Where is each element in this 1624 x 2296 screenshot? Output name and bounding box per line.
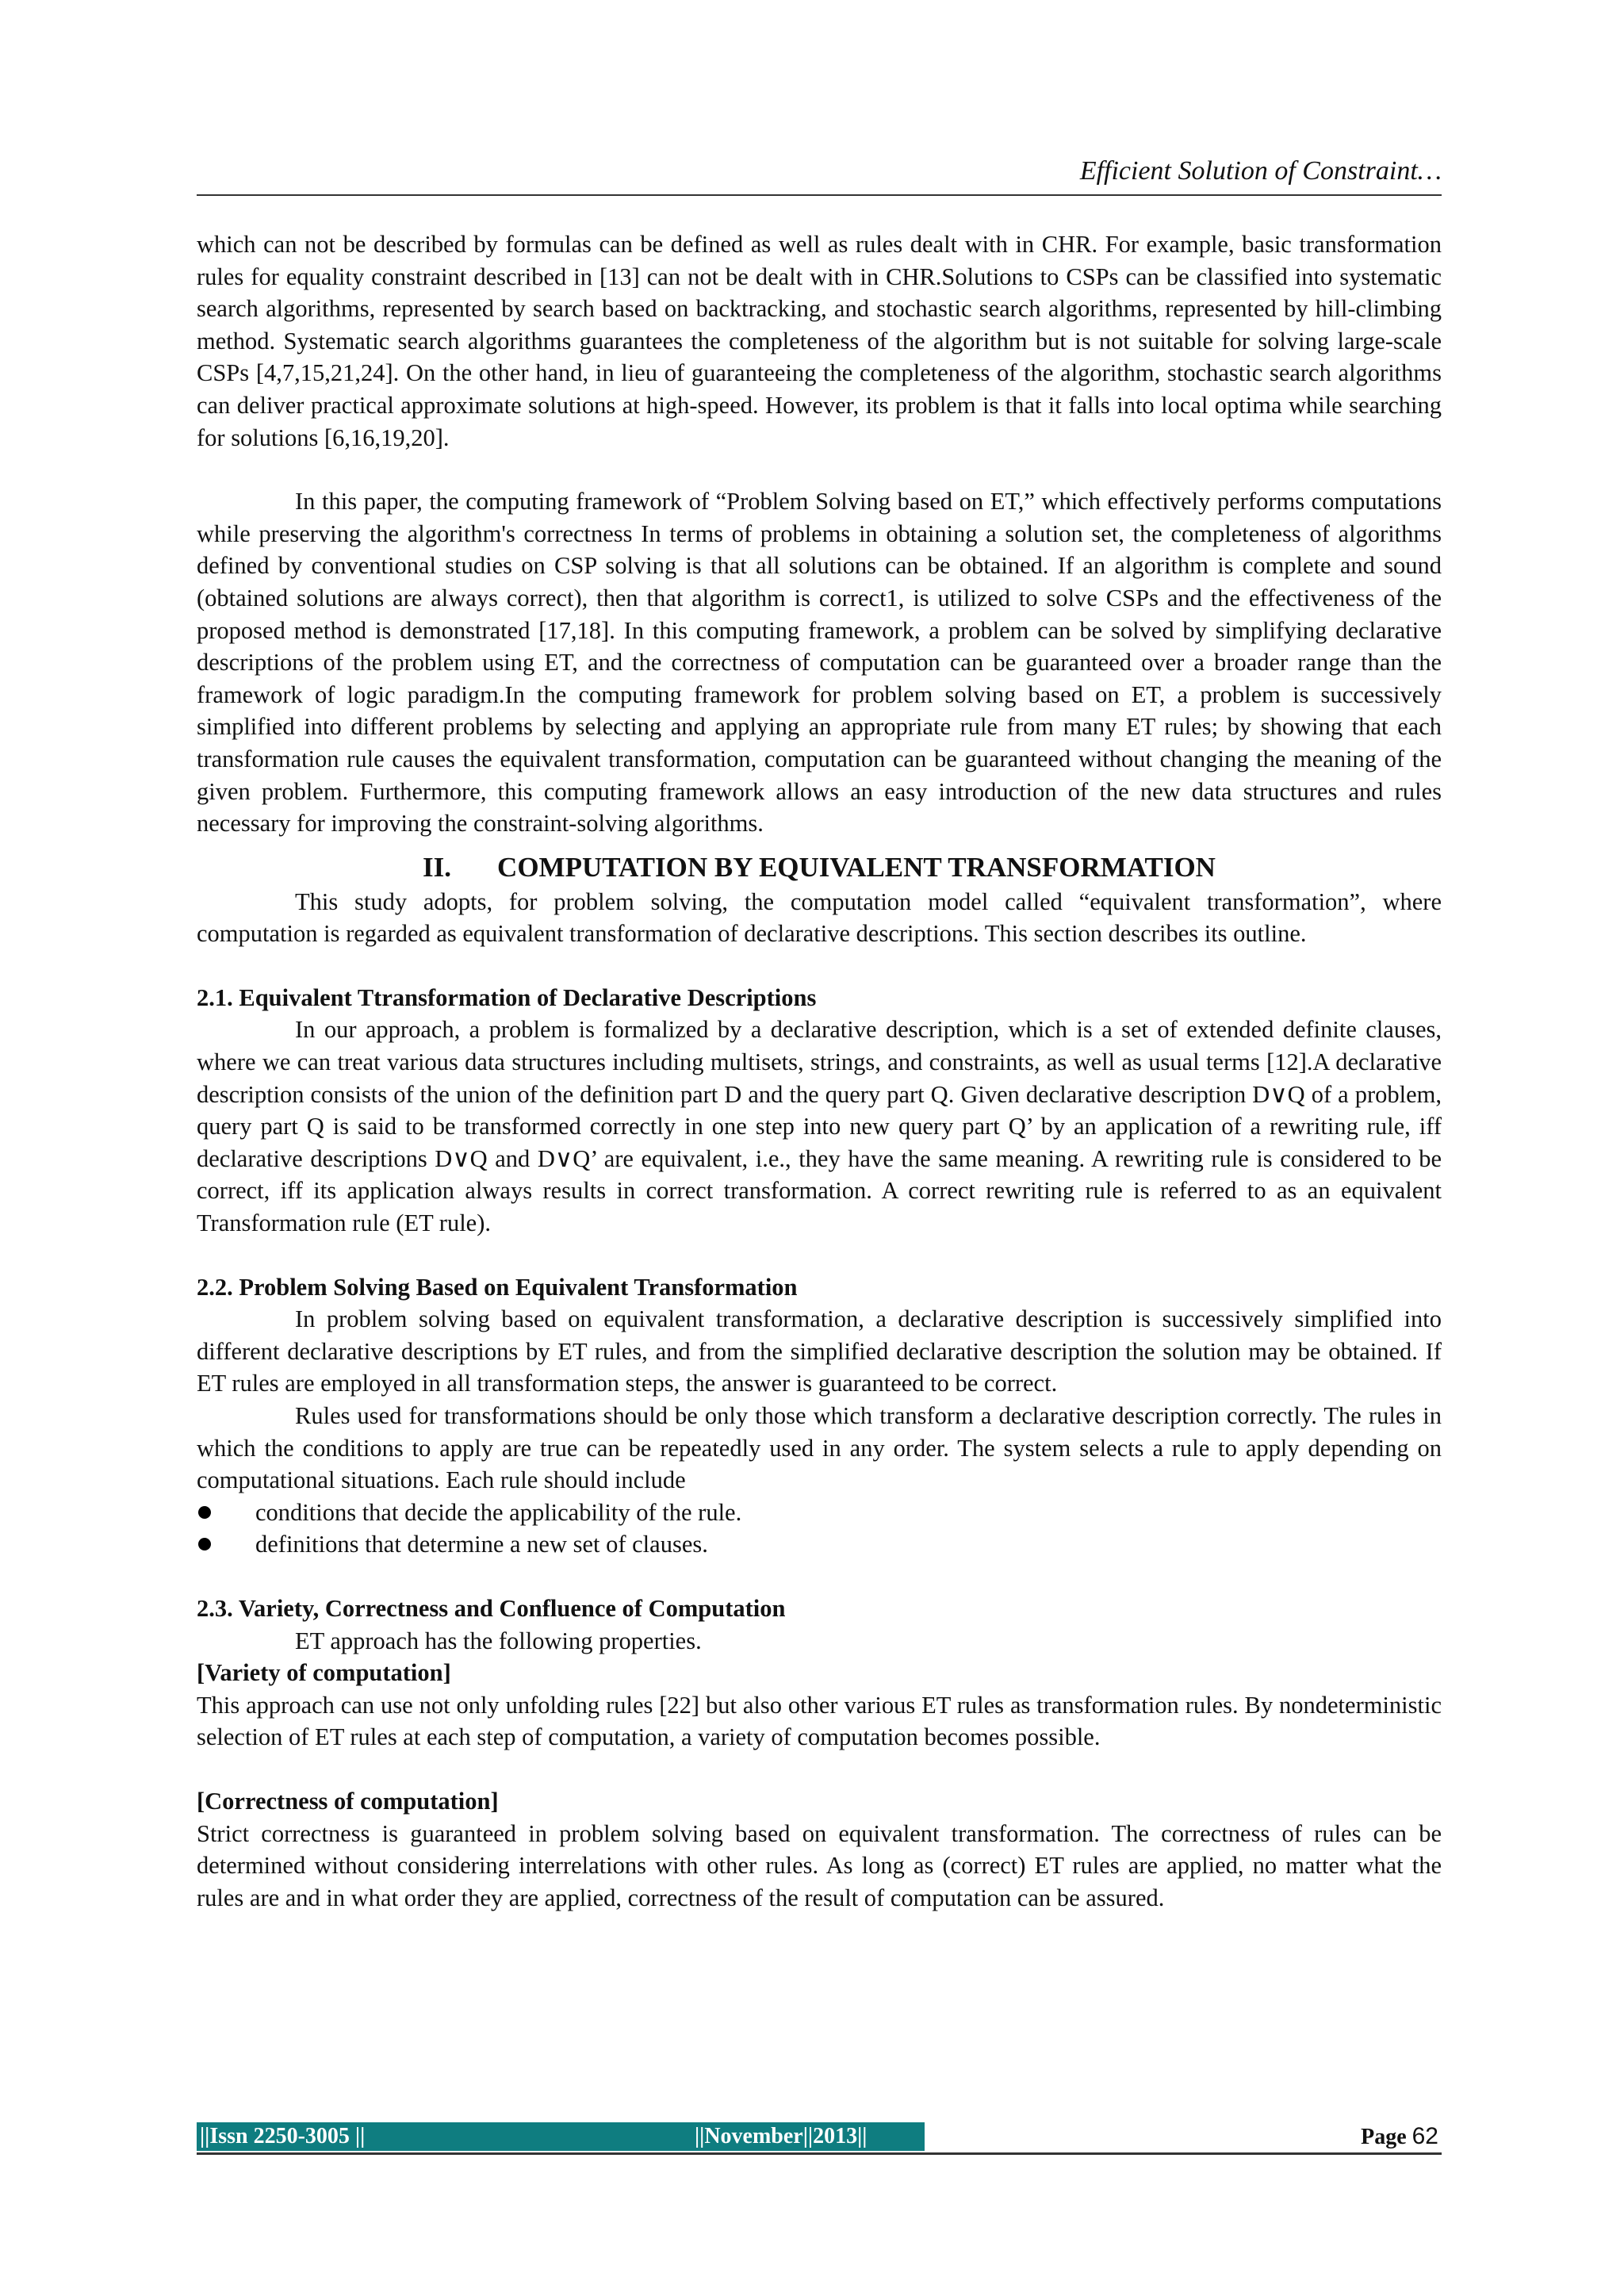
spacer — [197, 1754, 1442, 1785]
page-body — [197, 228, 1442, 1914]
footer-rule — [197, 2152, 1442, 2155]
list-item: definitions that determine a new set of clauses. — [197, 1528, 1442, 1561]
subsection-2-2-heading: 2.2. Problem Solving Based on Equivalent Transformation — [197, 1273, 798, 1301]
running-title: Efficient Solution of Constraint… — [1079, 156, 1442, 186]
section-heading: COMPUTATION BY EQUIVALENT TRANSFORMATION — [497, 851, 1216, 883]
subsection-2-2-paragraph-1: In problem solving based on equivalent transformation, a declarative description is successively simplified into different declarative descriptions by ET rules, and from the simplified declarative description the solution may be obtained. If ET rules are employed in all transformation steps, the answer is guaranteed to be correct. — [197, 1305, 1442, 1397]
page-label: Page — [1361, 2125, 1407, 2149]
section-number: II. — [423, 851, 452, 883]
subsection-2-1-paragraph: In our approach, a problem is formalized by a declarative description, which is a set of extended definite clauses, where we can treat various data structures including multisets, strings, and constraints, as well as usual terms [12].A declarative description consists of the union of the definition part D and the query part Q. Given declarative description D∨Q of a problem, query part Q is said to be transformed correctly in one step into new query part Q’ by an application of a rewriting rule, iff declarative descriptions D∨Q and D∨Q’ are equivalent, i.e., they have the same meaning. A rewriting rule is considered to be correct, iff its application always results in correct transformation. A correct rewriting rule is referred to as an equivalent Transformation rule (ET rule). — [197, 1016, 1442, 1237]
page-number — [1361, 2122, 1438, 2152]
bullet-icon — [198, 1506, 211, 1519]
list-item: conditions that decide the applicability of the rule. — [197, 1497, 1442, 1529]
subsection-2-2-paragraph-2: Rules used for transformations should be only those which transform a declarative description correctly. The rules in which the conditions to apply are true can be repeatedly used in any order. The system selects a rule to apply depending on computational situations. Each rule should include — [197, 1402, 1442, 1494]
footer-date: ||November||2013|| — [695, 2124, 868, 2148]
spacer — [197, 1240, 1442, 1271]
page-footer — [197, 2122, 1442, 2151]
bullet-icon — [198, 1538, 211, 1550]
subsection-2-3-paragraph: ET approach has the following properties. — [295, 1627, 702, 1654]
variety-heading: [Variety of computation] — [197, 1659, 451, 1687]
footer-issn: ||Issn 2250-3005 || — [200, 2124, 366, 2148]
variety-paragraph: This approach can use not only unfolding rules [22] but also other various ET rules as transformation rules. By nondeterministic selection of ET rules at each step of computation, a variety of computation becomes possible. — [197, 1691, 1442, 1751]
spacer — [197, 1561, 1442, 1593]
page-number-value: 62 — [1411, 2123, 1438, 2149]
correctness-paragraph: Strict correctness is guaranteed in problem solving based on equivalent transformation. The correctness of rules can be determined without considering interrelations with other rules. As long as (correct) ET rules are applied, no matter what the rules are and in what order they are applied, correctness of the result of computation can be assured. — [197, 1819, 1442, 1911]
rule-requirements-list — [197, 1497, 1442, 1561]
subsection-2-3-heading: 2.3. Variety, Correctness and Confluence of Computation — [197, 1594, 786, 1622]
header-rule — [197, 194, 1442, 196]
correctness-heading: [Correctness of computation] — [197, 1787, 499, 1815]
subsection-2-1-heading: 2.1. Equivalent Ttransformation of Declarative Descriptions — [197, 983, 817, 1011]
section-2-paragraph: This study adopts, for problem solving, the computation model called “equivalent transformation”, where computation is regarded as equivalent transformation of declarative descriptions. This section describes its outline. — [197, 887, 1442, 948]
spacer — [197, 950, 1442, 982]
section-title — [197, 851, 1442, 884]
spacer — [197, 454, 1442, 485]
intro-paragraph-1: which can not be described by formulas can be defined as well as rules dealt with in CHR. For example, basic transformation rules for equality constraint described in [13] can not be dealt with in CHR.Solutions to CSPs can be classified into systematic search algorithms, represented by search based on backtracking, and stochastic search algorithms, represented by hill-climbing method. Systematic search algorithms guarantees the completeness of the algorithm but is not suitable for solving large-scale CSPs [4,7,15,21,24]. On the other hand, in lieu of guaranteeing the completeness of the algorithm, stochastic search algorithms can deliver practical approximate solutions at high-speed. However, its problem is that it falls into local optima while searching for solutions [6,16,19,20]. — [197, 231, 1442, 451]
intro-paragraph-2: In this paper, the computing framework of “Problem Solving based on ET,” which effectively performs computations while preserving the algorithm's correctness In terms of problems in obtaining a solution set, the completeness of algorithms defined by conventional studies on CSP solving is that all solutions can be obtained. If an algorithm is complete and sound (obtained solutions are always correct), then that algorithm is correct1, is utilized to solve CSPs and the effectiveness of the proposed method is demonstrated [17,18]. In this computing framework, a problem can be solved by simplifying declarative descriptions of the problem using ET, and the correctness of computation can be guaranteed over a broader range than the framework of logic paradigm.In the computing framework for problem solving based on ET, a problem is successively simplified into different problems by selecting and applying an appropriate rule from many ET rules; by showing that each transformation rule causes the equivalent transformation, computation can be guaranteed without changing the meaning of the given problem. Furthermore, this computing framework allows an easy introduction of the new data structures and rules necessary for improving the constraint-solving algorithms. — [197, 488, 1442, 838]
